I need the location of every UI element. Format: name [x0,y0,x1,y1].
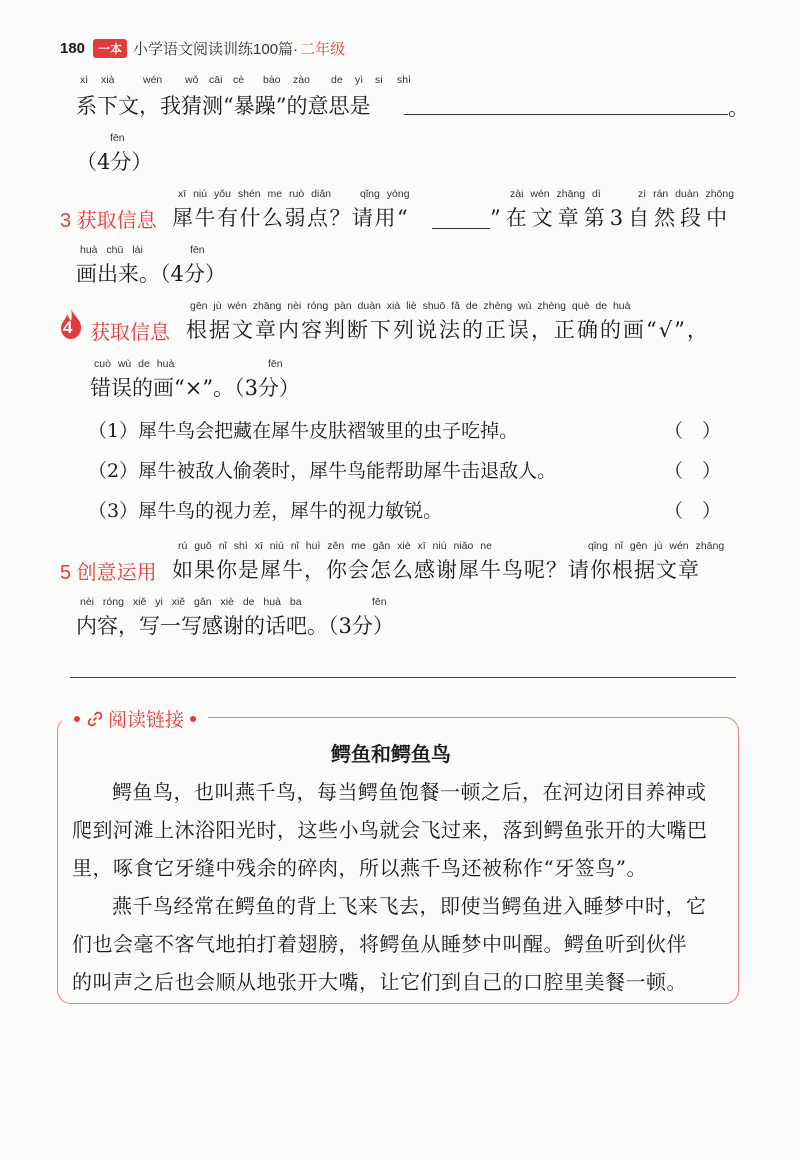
q2-pinyin-syllable: yì [355,74,364,86]
story-line-5: 们也会毫不客气地拍打着翅膀，将鳄鱼从睡梦中叫醒。鳄鱼听到伙伴 [72,932,687,956]
q2-pinyin-syllable: zào [293,74,310,86]
q5-pinyin-1b: qǐng nǐ gēn jù wén zhāng [588,540,725,552]
q3-line-1a: 犀牛有什么弱点？请用“ [172,206,410,230]
q2-pinyin-row-1 [80,74,417,86]
q4-line-2: 错误的画“×”。（3分） [90,376,300,400]
page-number: 180 [60,40,86,57]
q5-label: 5 创意运用 [60,562,157,584]
q5-answer-line[interactable] [70,677,736,678]
q2-pinyin-syllable: bào [263,74,281,86]
story-line-4: 燕千鸟经常在鳄鱼的背上飞来飞去，即使当鳄鱼进入睡梦中时，它 [112,894,707,918]
q4-statement-1: （1）犀牛鸟会把藏在犀牛皮肤褶皱里的虫子吃掉。 [88,420,519,442]
q5-pinyin-1a: rú guǒ nǐ shì xī niú nǐ huì zěn me gǎn xiè xī niú niǎo ne [178,540,492,552]
q3-pinyin-2a: huà chū lái [80,244,143,256]
q4-statement-3: （3）犀牛鸟的视力差，犀牛的视力敏锐。 [88,500,443,522]
tab-dot-right [190,716,196,722]
q2-pinyin-syllable: xià [101,74,115,86]
q2-pinyin-syllable: wén [143,74,163,86]
q4-pinyin-2a: cuò wù de huà [94,358,175,370]
page-header [60,38,345,59]
q3-mark-blank[interactable] [432,228,490,229]
q5-pinyin-2a: nèi róng xiě yi xiě gǎn xiè de huà ba [80,596,302,608]
q2-pinyin-syllable: shì [397,74,412,86]
q2-answer-line[interactable] [404,114,728,115]
q2-pinyin-syllable: si [375,74,383,86]
q5-line-2: 内容，写一写感谢的话吧。（3分） [76,614,394,638]
q4-line-1: 根据文章内容判断下列说法的正误，正确的画“√”， [186,318,710,342]
story-line-6: 的叫声之后也会顺从地张开大嘴，让它们到自己的口腔里美餐一顿。 [72,970,687,994]
q4-pinyin-1: gēn jù wén zhāng nèi róng pàn duàn xià liè shuō fǎ de zhèng wù zhèng què de huà [190,300,631,312]
q3-line-1b: ”在文章第3自然段中 [490,206,733,230]
story-line-3: 里，啄食它牙缝中残余的碎肉，所以燕千鸟还被称作“牙签鸟”。 [72,856,647,880]
q3-label: 3 获取信息 [60,210,157,232]
q4-answer-box-3[interactable]: （ ） [664,500,722,522]
brand-logo: 一本 [93,39,127,58]
q4-answer-box-1[interactable]: （ ） [664,420,722,442]
grade-label: 二年级 [300,41,346,58]
q2-end-mark: 。 [728,96,749,120]
q5-line-1: 如果你是犀牛，你会怎么感谢犀牛鸟呢？请你根据文章 [172,558,700,582]
q2-pinyin-syllable: cāi [209,74,223,86]
q5-pinyin-2b: fēn [372,596,387,608]
q2-pinyin-row-2: fēn [110,132,125,144]
story-line-1: 鳄鱼鸟，也叫燕千鸟，每当鳄鱼饱餐一顿之后，在河边闭目养神或 [112,780,707,804]
q2-score: （4分） [76,150,153,174]
q2-pinyin-syllable: cè [233,74,245,86]
q2-line-1: 系下文，我猜测“暴躁”的意思是 [76,94,371,118]
story-title: 鳄鱼和鳄鱼鸟 [331,744,451,766]
tab-dot-left [74,716,80,722]
q3-line-2: 画出来。（4分） [76,262,226,286]
q4-pinyin-2b: fēn [268,358,283,370]
link-icon [86,710,104,728]
q3-pinyin-1a: xī niú yǒu shén me ruò diǎn [178,188,331,200]
q2-pinyin-syllable: xì [80,74,89,86]
q4-statement-2: （2）犀牛被敌人偷袭时，犀牛鸟能帮助犀牛击退敌人。 [88,460,557,482]
reading-link-tab [62,705,208,732]
q3-pinyin-1b: qǐng yòng [360,188,410,200]
q4-answer-box-2[interactable]: （ ） [664,460,722,482]
q4-label: 获取信息 [90,322,170,344]
q3-pinyin-2b: fēn [190,244,205,256]
series-title: 小学语文阅读训练100篇· [133,41,299,58]
q4-number: 4 [63,318,73,337]
q3-pinyin-1c: zài wén zhāng dì [510,188,601,200]
q2-pinyin-syllable: wǒ [185,74,199,86]
story-line-2: 爬到河滩上沐浴阳光时，这些小鸟就会飞过来，落到鳄鱼张开的大嘴巴 [72,818,708,842]
q2-pinyin-syllable: de [331,74,343,86]
reading-link-label: 阅读链接 [108,710,185,731]
q3-pinyin-1d: zì rán duàn zhōng [638,188,735,200]
